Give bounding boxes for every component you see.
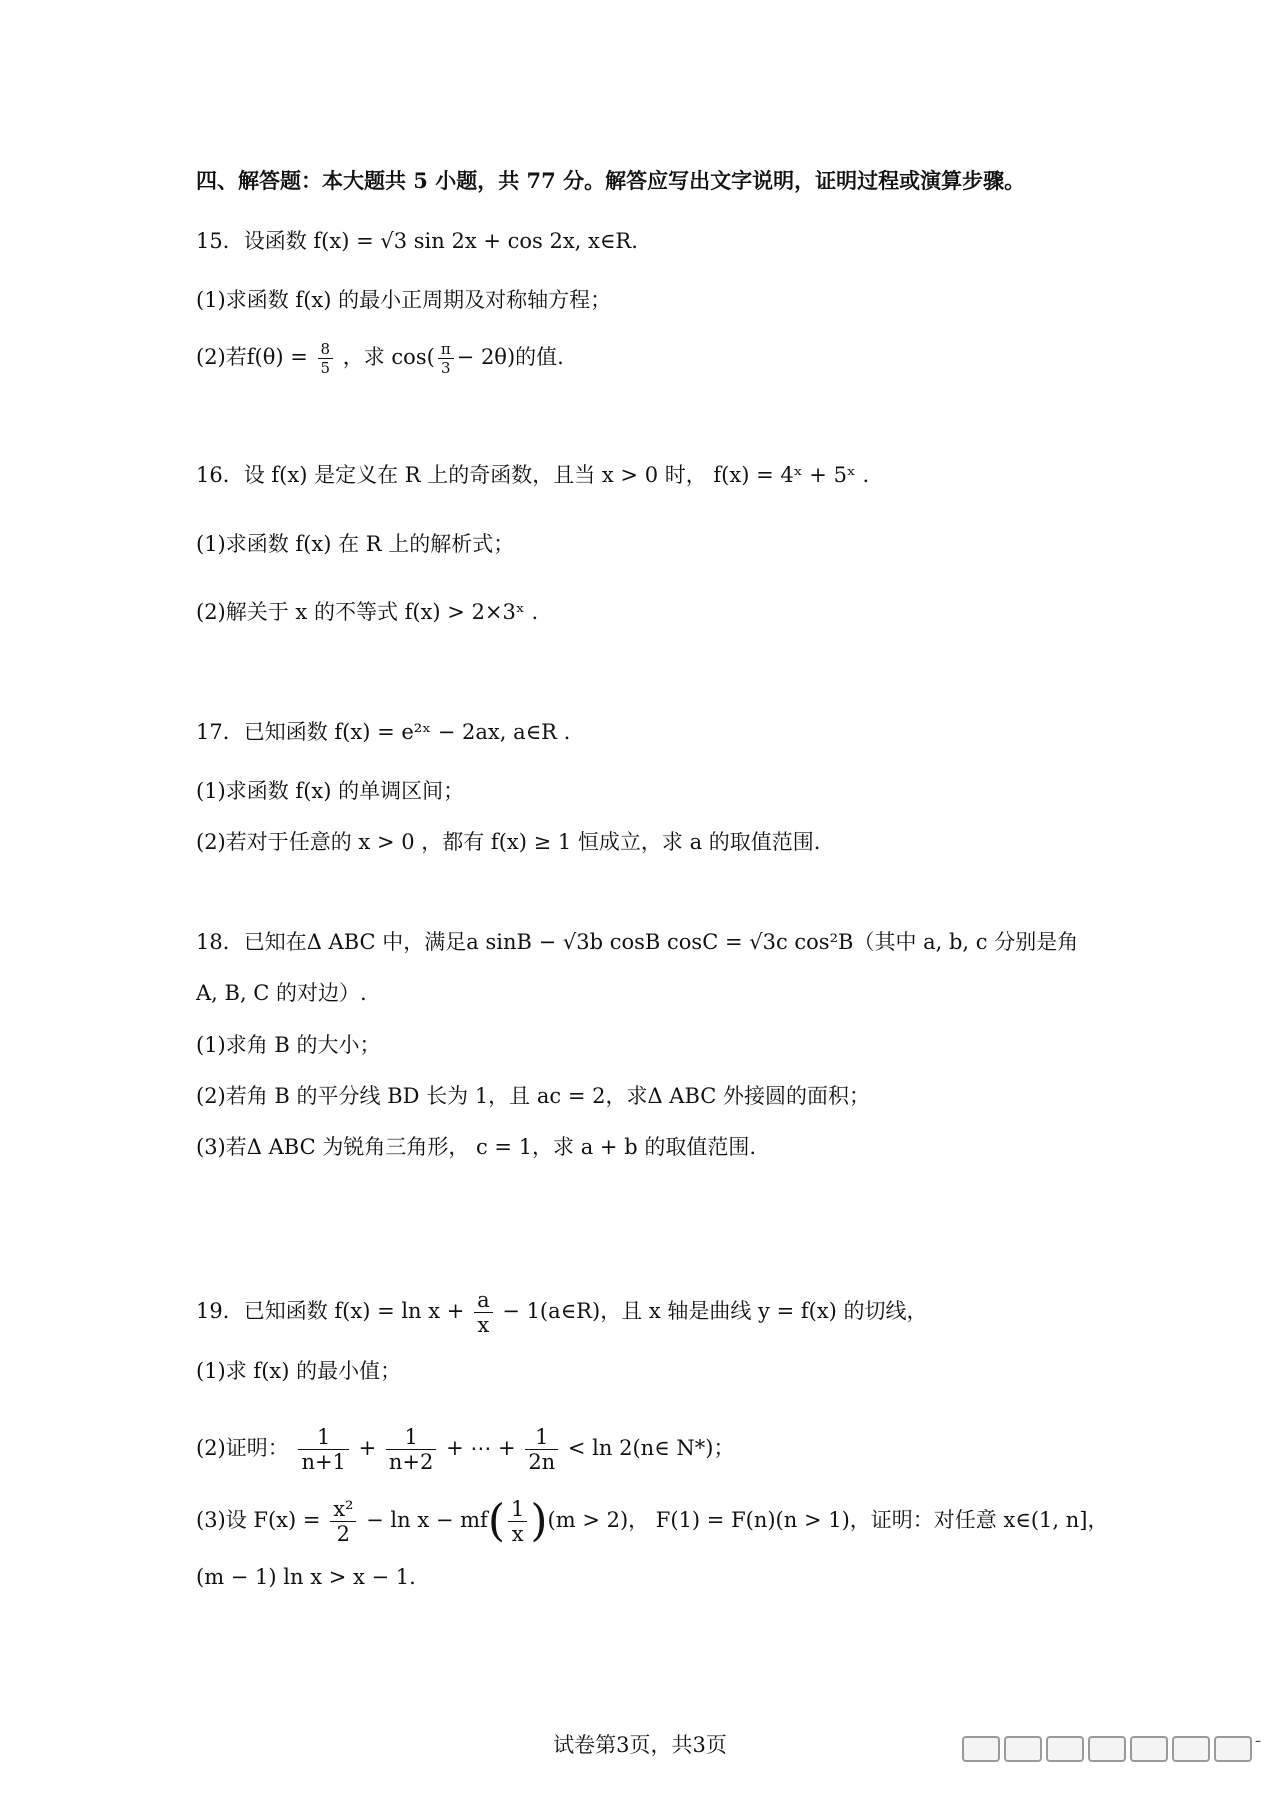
q19-stem-text-a: 19．已知函数 f(x) = ln x + xyxy=(196,1299,465,1323)
q15-stem: 15．设函数 f(x) = √3 sin 2x + cos 2x, x∈R. xyxy=(196,229,638,253)
page-thumb-icon[interactable] xyxy=(1172,1736,1210,1762)
q15-part1: (1)求函数 f(x) 的最小正周期及对称轴方程； xyxy=(196,288,612,312)
q18-stem-line2: A, B, C 的对边）. xyxy=(196,981,367,1005)
q19-stem-text-b: − 1(a∈R)，且 x 轴是曲线 y = f(x) 的切线， xyxy=(502,1299,928,1323)
q15-part2 xyxy=(196,340,1130,377)
q18-part3: (3)若Δ ABC 为锐角三角形， c = 1，求 a + b 的取值范围. xyxy=(196,1135,756,1159)
q15-fraction-pi-3 xyxy=(438,340,454,377)
q19-part2-text-b: < ln 2(n∈ N*)； xyxy=(567,1436,735,1460)
page-thumb-icon[interactable] xyxy=(1046,1736,1084,1762)
q19-f1-den: n+1 xyxy=(301,1450,346,1474)
q17-part1: (1)求函数 f(x) 的单调区间； xyxy=(196,779,465,803)
q19-fraction-a-x xyxy=(474,1288,493,1337)
q19-part3-line2: (m − 1) ln x > x − 1. xyxy=(196,1565,416,1589)
q19-part2-text-a: (2)证明： xyxy=(196,1436,289,1460)
q16-part2: (2)解关于 x 的不等式 f(x) > 2×3ˣ . xyxy=(196,600,539,624)
q19-part3 xyxy=(196,1497,1130,1546)
q19-part3-text-b: − ln x − mf xyxy=(366,1508,488,1532)
q19-f2-num: 1 xyxy=(386,1425,436,1450)
q19-p3-f2-den: x xyxy=(511,1522,524,1546)
q19-part1: (1)求 f(x) 的最小值； xyxy=(196,1359,402,1383)
q19-part3-text-a: (3)设 F(x) = xyxy=(196,1508,321,1532)
page-thumb-icon[interactable] xyxy=(1004,1736,1042,1762)
q18-stem: 18．已知在Δ ABC 中，满足a sinB − √3b cosB cosC = √3c cos²B（其中 a, b, c 分别是角 xyxy=(196,930,1079,954)
q16-stem: 16．设 f(x) 是定义在 R 上的奇函数，且当 x > 0 时， f(x) = 4ˣ + 5ˣ . xyxy=(196,463,870,487)
page-thumb-icon[interactable] xyxy=(1088,1736,1126,1762)
page-thumb-icon[interactable] xyxy=(962,1736,1000,1762)
q19-f3-den: 2n xyxy=(528,1450,556,1474)
page-thumb-icon[interactable] xyxy=(1214,1736,1252,1762)
q19-stem xyxy=(196,1288,1130,1337)
q15-fraction-8-5 xyxy=(318,340,334,377)
q19-p3-f1-num: x² xyxy=(330,1497,356,1522)
page-thumb-icon[interactable] xyxy=(1130,1736,1168,1762)
q19-part2 xyxy=(196,1425,1130,1474)
q19-fraction-1-n1 xyxy=(298,1425,348,1474)
q19-fraction-1-n2 xyxy=(386,1425,436,1474)
q17-part2: (2)若对于任意的 x > 0 ，都有 f(x) ≥ 1 恒成立，求 a 的取值范围. xyxy=(196,830,821,854)
q19-f3-num: 1 xyxy=(525,1425,558,1450)
q19-p3-f2-num: 1 xyxy=(508,1497,527,1522)
q15-part2-text-a: (2)若f(θ) = xyxy=(196,345,308,369)
q15-part2-text-c: − 2θ)的值. xyxy=(456,345,564,369)
section-title: 四、解答题：本大题共 5 小题，共 77 分。解答应写出文字说明，证明过程或演算步骤。 xyxy=(196,168,1026,193)
q15-pi-den: 3 xyxy=(440,359,451,377)
q19-f1-num: 1 xyxy=(298,1425,348,1450)
q19-part2-plus: + xyxy=(358,1436,377,1460)
q15-pi-num: π xyxy=(438,340,454,359)
toolbar-tail-mark: ˉ xyxy=(1254,1738,1262,1757)
q19-fraction-den: x xyxy=(477,1313,490,1337)
q19-f2-den: n+2 xyxy=(388,1450,434,1474)
q15-fraction-den: 5 xyxy=(320,359,331,377)
right-paren-icon: ) xyxy=(530,1495,548,1547)
q19-fraction-1-x xyxy=(508,1497,527,1546)
q15-part2-text-b: ，求 cos( xyxy=(342,345,435,369)
page-footer: 试卷第3页，共3页 xyxy=(553,1733,727,1757)
q16-part1: (1)求函数 f(x) 在 R 上的解析式； xyxy=(196,532,515,556)
q19-p3-f1-den: 2 xyxy=(336,1522,350,1546)
q18-part2: (2)若角 B 的平分线 BD 长为 1，且 ac = 2，求Δ ABC 外接圆的面积； xyxy=(196,1084,871,1108)
q17-stem: 17．已知函数 f(x) = e²ˣ − 2ax, a∈R . xyxy=(196,720,571,744)
q19-fraction-x2-2 xyxy=(330,1497,356,1546)
q15-fraction-num: 8 xyxy=(318,340,334,359)
q19-part2-dots: + ⋯ + xyxy=(446,1436,516,1460)
left-paren-icon: ( xyxy=(487,1495,505,1547)
q18-part1: (1)求角 B 的大小； xyxy=(196,1033,381,1057)
viewer-toolbar xyxy=(962,1736,1252,1762)
q19-fraction-num: a xyxy=(474,1288,493,1313)
q19-part3-text-c: (m > 2)， F(1) = F(n)(n > 1)，证明：对任意 x∈(1, n]， xyxy=(547,1508,1109,1532)
q19-fraction-1-2n xyxy=(525,1425,558,1474)
